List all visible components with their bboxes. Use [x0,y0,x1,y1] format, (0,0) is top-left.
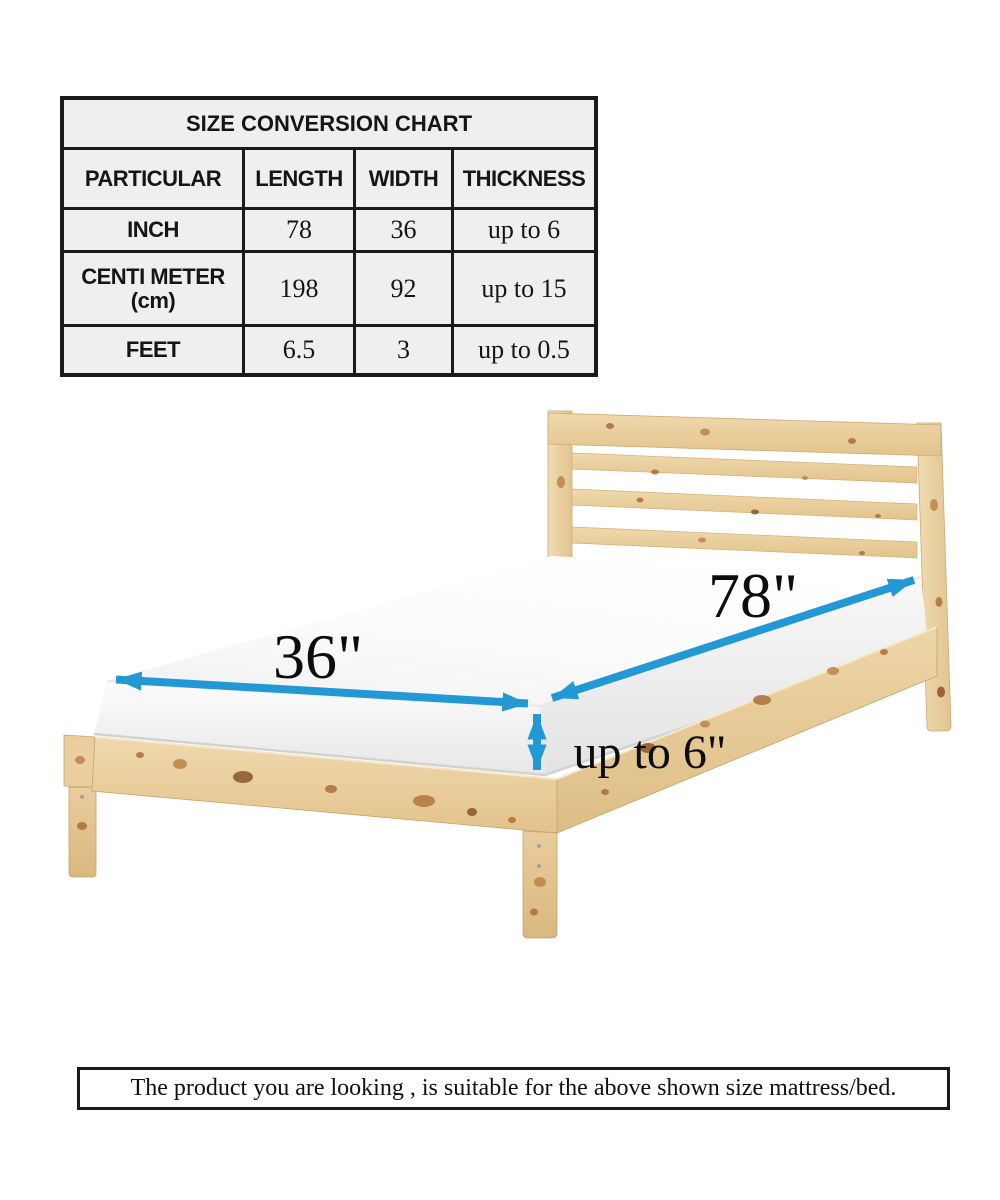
column-header-width: WIDTH [356,150,451,207]
width-label: 36" [272,621,364,692]
row-label-centimeter-line2: (cm) [130,287,176,313]
table-cell: 78 [245,210,353,250]
table-cell: 36 [356,210,451,250]
column-header-length: LENGTH [245,150,353,207]
note-text: The product you are looking , is suitable for the above shown size mattress/bed. [130,1075,897,1101]
headboard-slat [572,453,917,483]
table-title: SIZE CONVERSION CHART [64,100,594,147]
row-label-inch: INCH [64,210,242,250]
headboard-slat [572,489,917,520]
table-cell: 6.5 [245,327,353,373]
front-left-leg [69,787,96,877]
headboard-right-post [917,423,951,731]
row-label-feet: FEET [64,327,242,373]
thickness-label: up to 6" [573,726,727,779]
row-label-centimeter-line1: CENTI METER [81,264,225,290]
column-header-thickness: THICKNESS [454,150,594,207]
column-header-particular: PARTICULAR [64,150,242,207]
note-box [77,1067,950,1110]
headboard-top-rail [548,413,941,456]
table-cell: up to 6 [454,210,594,250]
headboard-slat [572,527,917,558]
length-label: 78" [707,560,799,631]
table-cell: 3 [356,327,451,373]
table-cell: up to 0.5 [454,327,594,373]
mattress [94,556,928,775]
table-cell: 92 [356,253,451,324]
table-cell: 198 [245,253,353,324]
table-cell: up to 15 [454,253,594,324]
